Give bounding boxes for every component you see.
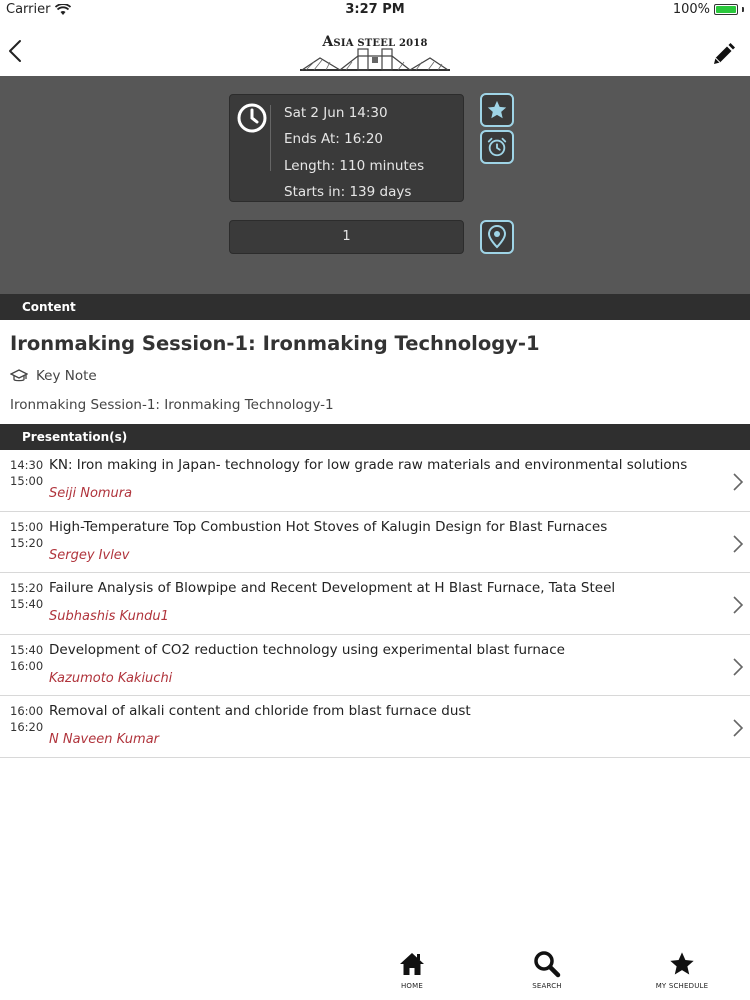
logo-text: ASIA STEEL 2018	[322, 34, 428, 50]
battery-percent: 100%	[672, 2, 710, 17]
presentation-title: Failure Analysis of Blowpipe and Recent Development at H Blast Furnace, Tata Steel	[49, 580, 616, 596]
session-type-label: Key Note	[36, 368, 97, 384]
presentation-speaker: Subhashis Kundu1	[49, 609, 169, 624]
chevron-right-icon	[732, 718, 744, 738]
presentation-title: Removal of alkali content and chloride from blast furnace dust	[49, 703, 471, 719]
presentation-row[interactable]	[0, 635, 750, 697]
favorite-button[interactable]	[480, 93, 514, 127]
presentation-speaker: Seiji Nomura	[49, 486, 133, 501]
presentation-start-time: 16:00	[10, 704, 44, 718]
clock-icon	[237, 103, 267, 133]
session-schedule-panel	[0, 76, 750, 294]
location-button[interactable]	[480, 220, 514, 254]
tab-bar	[0, 946, 750, 1000]
presentation-row[interactable]	[0, 450, 750, 512]
presentation-title: KN: Iron making in Japan- technology for low grade raw materials and environmental solutions	[49, 457, 688, 473]
presentation-end-time: 16:00	[10, 658, 44, 673]
presentation-title: Development of CO2 reduction technology using experimental blast furnace	[49, 641, 565, 658]
battery-icon	[714, 4, 738, 15]
carrier-label: Carrier	[6, 2, 51, 17]
home-icon	[398, 950, 426, 978]
content-section-header: Content	[0, 294, 750, 320]
countdown: Starts in: 139 days	[284, 184, 412, 200]
tab-search[interactable]	[517, 950, 577, 990]
chevron-right-icon	[732, 472, 744, 492]
graduation-cap-icon	[10, 369, 28, 383]
battery-indicator	[673, 2, 744, 17]
session-description: Ironmaking Session-1: Ironmaking Technology-1	[10, 397, 334, 413]
presentation-start-time: 15:40	[10, 642, 44, 657]
map-pin-icon	[487, 225, 507, 249]
star-icon	[668, 950, 696, 978]
tab-home-label: HOME	[400, 982, 424, 990]
star-icon	[486, 99, 508, 121]
start-datetime: Sat 2 Jun 14:30	[284, 105, 388, 121]
presentation-title: High-Temperature Top Combustion Hot Stoves of Kalugin Design for Blast Furnaces	[49, 518, 608, 535]
presentation-row[interactable]	[0, 512, 750, 574]
chevron-right-icon	[732, 657, 744, 677]
tab-my-schedule-label: MY SCHEDULE	[655, 982, 709, 990]
status-time: 3:27 PM	[345, 2, 405, 17]
duration: Length: 110 minutes	[284, 158, 425, 174]
presentation-speaker: Sergey Ivlev	[49, 547, 130, 563]
chevron-right-icon	[732, 595, 744, 615]
reminder-button[interactable]	[480, 130, 514, 164]
presentation-speaker: Kazumoto Kakiuchi	[49, 670, 173, 686]
presentation-start-time: 15:00	[10, 519, 44, 534]
tab-search-label: SEARCH	[532, 982, 562, 990]
presentation-row[interactable]	[0, 573, 750, 635]
presentations-section-header: Presentation(s)	[0, 424, 750, 450]
presentation-end-time: 16:20	[10, 720, 44, 734]
presentation-end-time: 15:40	[10, 597, 44, 611]
search-icon	[533, 950, 561, 978]
presentation-row[interactable]	[0, 696, 750, 758]
back-button[interactable]	[6, 38, 26, 64]
presentation-speaker: N Naveen Kumar	[49, 732, 159, 747]
presentation-end-time: 15:20	[10, 535, 44, 550]
presentation-list	[0, 450, 750, 758]
room-field: 1	[229, 220, 464, 254]
bridge-logo-icon	[300, 48, 450, 74]
tab-home[interactable]	[382, 950, 442, 990]
presentation-start-time: 14:30	[10, 458, 44, 472]
time-card	[229, 94, 464, 202]
chevron-right-icon	[732, 534, 744, 554]
presentation-end-time: 15:00	[10, 474, 44, 488]
conference-logo	[300, 32, 450, 76]
alarm-clock-icon	[486, 136, 508, 158]
session-title: Ironmaking Session-1: Ironmaking Technology-1	[10, 332, 540, 355]
end-time: Ends At: 16:20	[284, 131, 384, 147]
status-bar	[0, 0, 750, 20]
tab-my-schedule[interactable]	[652, 950, 712, 990]
session-type	[10, 368, 97, 384]
presentation-start-time: 15:20	[10, 581, 44, 595]
edit-button[interactable]	[710, 42, 736, 68]
navigation-bar	[0, 20, 750, 76]
